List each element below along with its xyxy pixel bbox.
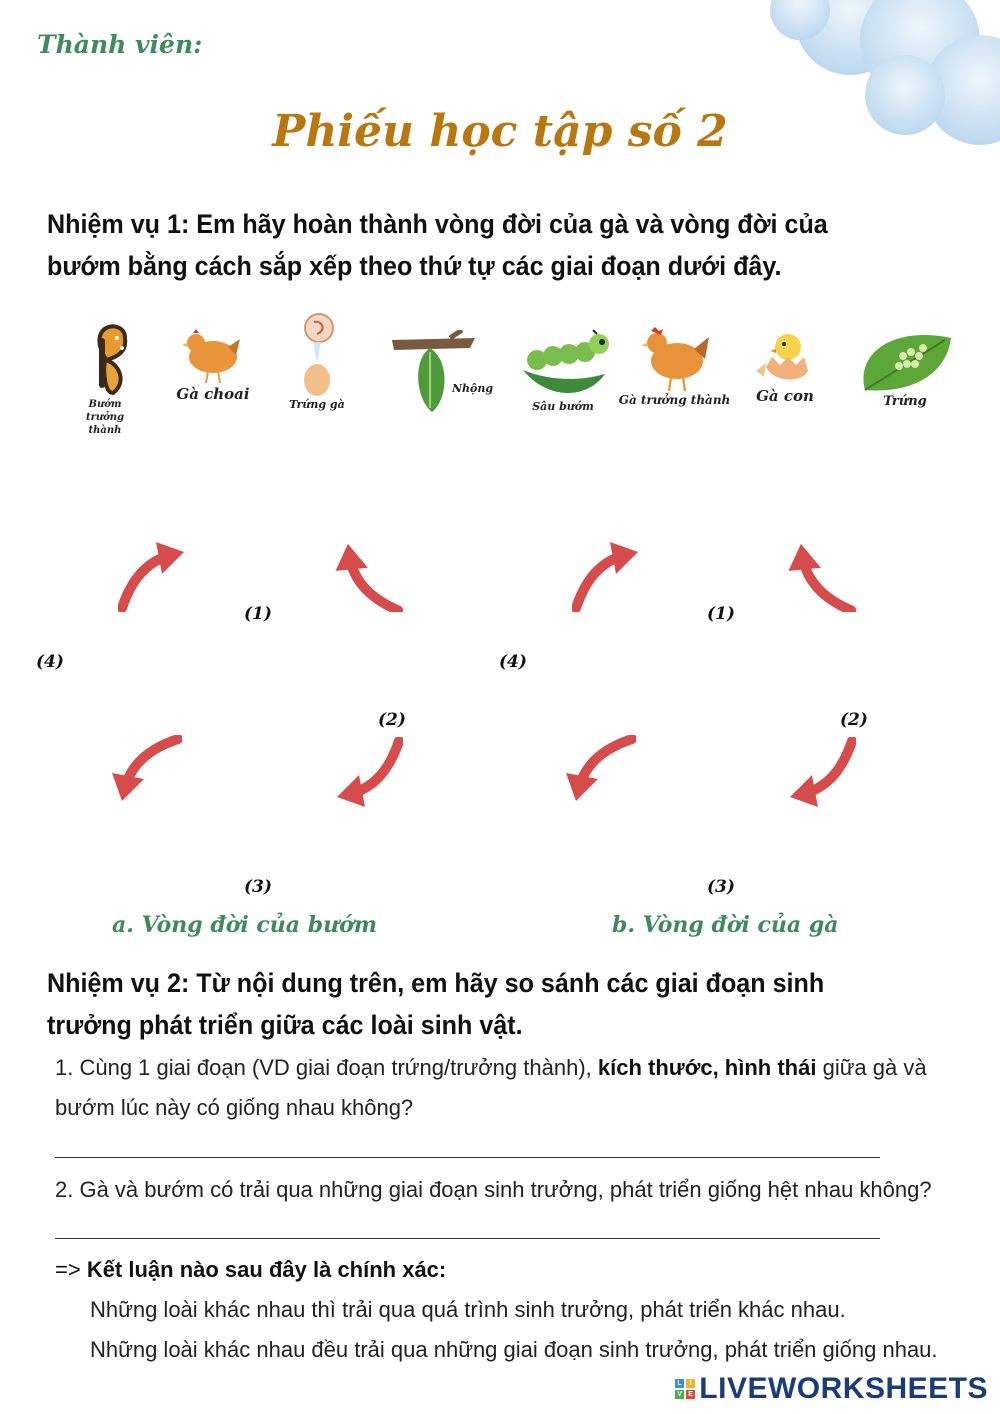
- stage-label: Bướm trưởng thành: [85, 399, 125, 436]
- stage-chick[interactable]: [730, 327, 840, 405]
- stage-caterpillar[interactable]: [508, 330, 618, 413]
- cycle-a-arrow-2-icon: [335, 540, 405, 612]
- conclusion-bold: Kết luận nào sau đây là chính xác:: [86, 1257, 447, 1282]
- cycle-a-arrow-3-icon: [333, 737, 403, 809]
- answer-1-line[interactable]: [55, 1157, 880, 1158]
- logo-letter: L: [675, 1379, 684, 1388]
- cycle-a-arrow-1-icon: [118, 540, 188, 612]
- stage-label: Gà con: [756, 387, 814, 405]
- stage-label: Sâu bướm: [532, 400, 594, 413]
- conclusion-option-1[interactable]: Những loài khác nhau thì trải qua quá trình sinh trưởng, phát triển khác nhau.: [90, 1297, 846, 1322]
- cycle-a-slot-4[interactable]: (4): [36, 652, 64, 672]
- logo-letter: I: [686, 1379, 695, 1388]
- question-1-part2: giữa gà và bướm lúc này có giống nhau không?: [55, 1055, 927, 1120]
- stage-butterfly-eggs[interactable]: [850, 322, 960, 409]
- question-2: 2. Gà và bướm có trải qua những giai đoạn sinh trưởng, phát triển giống hệt nhau không?: [55, 1177, 932, 1202]
- liveworksheets-logo: [675, 1372, 988, 1406]
- cycle-b-arrow-4-icon: [566, 735, 636, 807]
- task2-text: Nhiệm vụ 2: Từ nội dung trên, em hãy so sánh các giai đoạn sinh trưởng phát triển giữa các loài sinh vật.: [47, 968, 825, 1040]
- cycle-b-arrow-3-icon: [786, 737, 856, 809]
- cycle-b-slot-4[interactable]: (4): [499, 652, 527, 672]
- cycle-a-caption: a. Vòng đời của bướm: [112, 912, 378, 938]
- task1-text: Nhiệm vụ 1: Em hãy hoàn thành vòng đời của gà và vòng đời của bướm bằng cách sắp xếp theo thứ tự các giai đoạn dưới đây.: [47, 209, 828, 281]
- stage-butterfly[interactable]: [50, 318, 160, 437]
- chicken-egg-icon: [287, 308, 347, 398]
- butterfly-eggs-leaf-icon: [855, 322, 955, 394]
- stage-label: Gà trưởng thành: [618, 393, 731, 407]
- stage-young-chicken[interactable]: [158, 325, 268, 403]
- members-label: Thành viên:: [37, 30, 203, 59]
- stage-adult-hen[interactable]: [617, 323, 732, 407]
- cycle-a-slot-1[interactable]: (1): [244, 604, 272, 624]
- caterpillar-icon: [517, 330, 609, 400]
- brand-name: LIVEWORKSHEETS: [699, 1372, 988, 1405]
- cycle-b-caption: b. Vòng đời của gà: [612, 912, 839, 938]
- answer-2-line[interactable]: [55, 1238, 880, 1239]
- conclusion-option-2[interactable]: Những loài khác nhau đều trải qua những giai đoạn sinh trưởng, phát triển giống nhau.: [90, 1337, 938, 1362]
- young-chicken-icon: [178, 325, 248, 385]
- stage-pupa[interactable]: [390, 330, 500, 415]
- cycle-b-slot-3[interactable]: (3): [707, 877, 735, 897]
- question-1: [55, 1048, 935, 1128]
- adult-hen-icon: [639, 323, 711, 393]
- cycle-b-slot-1[interactable]: (1): [707, 604, 735, 624]
- logo-letter: V: [677, 1391, 683, 1398]
- butterfly-icon: [65, 318, 145, 398]
- logo-grid-icon: [675, 1379, 695, 1399]
- conclusion-label: [55, 1257, 446, 1283]
- cycle-a-slot-3[interactable]: (3): [244, 877, 272, 897]
- stage-label: Trứng: [883, 394, 927, 409]
- cycle-a-slot-2[interactable]: (2): [378, 710, 406, 730]
- stage-chicken-egg[interactable]: [262, 308, 372, 411]
- pupa-icon: [390, 330, 480, 415]
- chick-icon: [752, 327, 818, 387]
- page-title: Phiếu học tập số 2: [272, 106, 728, 157]
- stage-label: Nhộng: [452, 382, 494, 395]
- question-1-part1: 1. Cùng 1 giai đoạn (VD giai đoạn trứng/trưởng thành),: [55, 1055, 598, 1080]
- cycle-b-arrow-1-icon: [572, 540, 642, 612]
- logo-letter: E: [688, 1391, 694, 1398]
- question-1-bold: kích thước, hình thái: [597, 1055, 817, 1080]
- stage-label: Trứng gà: [289, 398, 345, 411]
- stage-label: Gà choai: [176, 385, 250, 403]
- cycle-b-slot-2[interactable]: (2): [840, 710, 868, 730]
- cycle-a-arrow-4-icon: [112, 735, 182, 807]
- cycle-b-arrow-2-icon: [788, 540, 858, 612]
- conclusion-prefix: =>: [55, 1257, 87, 1282]
